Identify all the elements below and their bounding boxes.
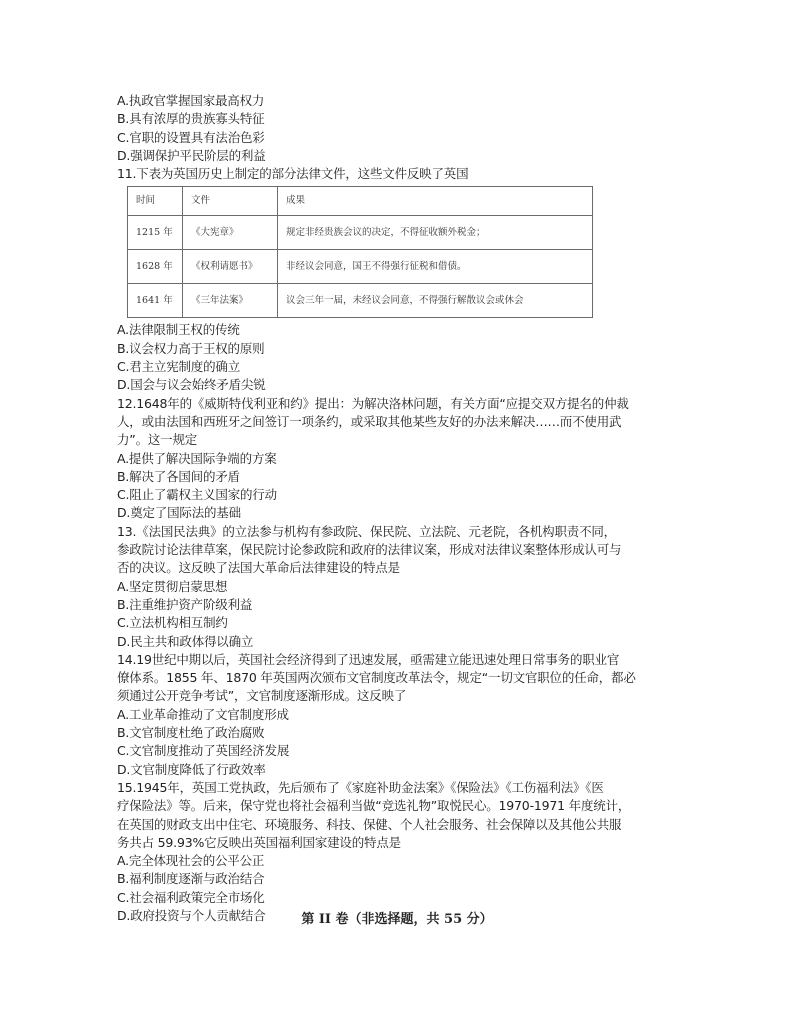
q13-option-c: C.立法机构相互制约: [117, 615, 228, 631]
q11-stem: 11.下表为英国历史上制定的部分法律文件，这些文件反映了英国: [117, 166, 469, 182]
q14-stem-line: 须通过公开竞争考试”，文官制度逐渐形成。这反映了: [117, 688, 407, 704]
q12-stem-line: 力”。这一规定: [117, 432, 198, 448]
q11-option-c: C.君主立宪制度的确立: [117, 359, 241, 375]
q12-option-b: B.解决了各国间的矛盾: [117, 468, 240, 484]
q14-stem-line: 僚体系。1855 年、1870 年英国两次颁布文官制度改革法令，规定“一切文官职位的任命，都必: [117, 670, 636, 686]
q12-option-d: D.奠定了国际法的基础: [117, 505, 241, 521]
q13-stem-line: 13.《法国民法典》的立法参与机构有参政院、保民院、立法院、元老院，各机构职责不同，: [117, 523, 616, 539]
q15-stem-line: 务共占 59.93%它反映出英国福利国家建设的特点是: [117, 834, 401, 850]
table-row: [128, 250, 593, 284]
table-cell: 1641 年: [128, 284, 183, 318]
q15-stem-line: 15.1945年，英国工党执政，先后颁布了《家庭补助金法案》《保险法》《工伤福利法》《医: [117, 779, 604, 795]
table-row: [128, 216, 593, 250]
table-cell: 《三年法案》: [183, 284, 278, 318]
q14-option-a: A.工业革命推动了文官制度形成: [117, 706, 289, 722]
q15-stem-line: 疗保险法》等。后来，保守党也将社会福利当做“竞选礼物”取悦民心。1970-1971 年度统计，: [117, 798, 631, 814]
table-cell: 非经议会同意，国王不得强行征税和借债。: [278, 250, 593, 284]
table-cell: 1215 年: [128, 216, 183, 250]
q11-option-a: A.法律限制王权的传统: [117, 322, 240, 338]
table-cell: 议会三年一届，未经议会同意，不得强行解散议会或休会: [278, 284, 593, 318]
table-cell: 《权利请愿书》: [183, 250, 278, 284]
q12-stem-line: 人，或由法国和西班牙之间签订一项条约，或采取其他某些友好的办法来解决……而不使用武: [117, 413, 622, 429]
q13-stem-line: 否的决议。这反映了法国大革命后法律建设的特点是: [117, 560, 400, 576]
q10-option-a: A.执政官掌握国家最高权力: [117, 93, 265, 108]
table-cell: 《大宪章》: [183, 216, 278, 250]
q10-option-d: D.强调保护平民阶层的利益: [117, 147, 266, 163]
header-cell-time: 时间: [128, 187, 183, 216]
q11-option-b: B.议会权力高于王权的原则: [117, 340, 265, 356]
table-cell: 规定非经贵族会议的决定，不得征收额外税金；: [278, 216, 593, 250]
table-row: [128, 284, 593, 318]
q10-option-b: B.具有浓厚的贵族寡头特征: [117, 111, 265, 127]
exam-page: [117, 92, 636, 925]
q15-option-b: B.福利制度逐渐与政治结合: [117, 871, 265, 887]
q15-stem-line: 在英国的财政支出中住宅、环境服务、科技、保健、个人社会服务、社会保障以及其他公共服: [117, 816, 622, 832]
q14-stem-line: 14.19世纪中期以后，英国社会经济得到了迅速发展，亟需建立能迅速处理日常事务的职业官: [117, 651, 620, 667]
q15-option-d: D.政府投资与个人贡献结合: [117, 907, 266, 923]
q12-option-a: A.提供了解决国际争端的方案: [117, 450, 277, 466]
q10-option-c: C.官职的设置具有法治色彩: [117, 129, 265, 145]
q11-option-d: D.国会与议会始终矛盾尖锐: [117, 377, 266, 393]
q13-option-d: D.民主共和政体得以确立: [117, 633, 254, 649]
q12-option-c: C.阻止了霸权主义国家的行动: [117, 487, 277, 503]
q15-option-c: C.社会福利政策完全市场化: [117, 889, 265, 905]
q13-option-b: B.注重维护资产阶级利益: [117, 596, 253, 612]
q15-option-a: A.完全体现社会的公平公正: [117, 853, 265, 869]
q12-stem-line: 12.1648年的《威斯特伐利亚和约》提出：为解决洛林问题，有关方面“应提交双方提名的仲裁: [117, 395, 629, 411]
q14-option-b: B.文官制度杜绝了政治腐败: [117, 725, 265, 741]
header-cell-result: 成果: [278, 187, 593, 216]
q13-stem-line: 参政院讨论法律草案，保民院讨论参政院和政府的法律议案，形成对法律议案整体形成认可与: [117, 542, 622, 558]
table-cell: 1628 年: [128, 250, 183, 284]
q13-option-a: A.坚定贯彻启蒙思想: [117, 578, 228, 594]
q14-option-c: C.文官制度推动了英国经济发展: [117, 743, 290, 759]
header-cell-document: 文件: [183, 187, 278, 216]
q11-table: [127, 186, 593, 318]
table-header-row: [128, 187, 593, 216]
q14-option-d: D.文官制度降低了行政效率: [117, 761, 266, 777]
section-title: 第 II 卷（非选择题，共 55 分）: [301, 912, 493, 927]
